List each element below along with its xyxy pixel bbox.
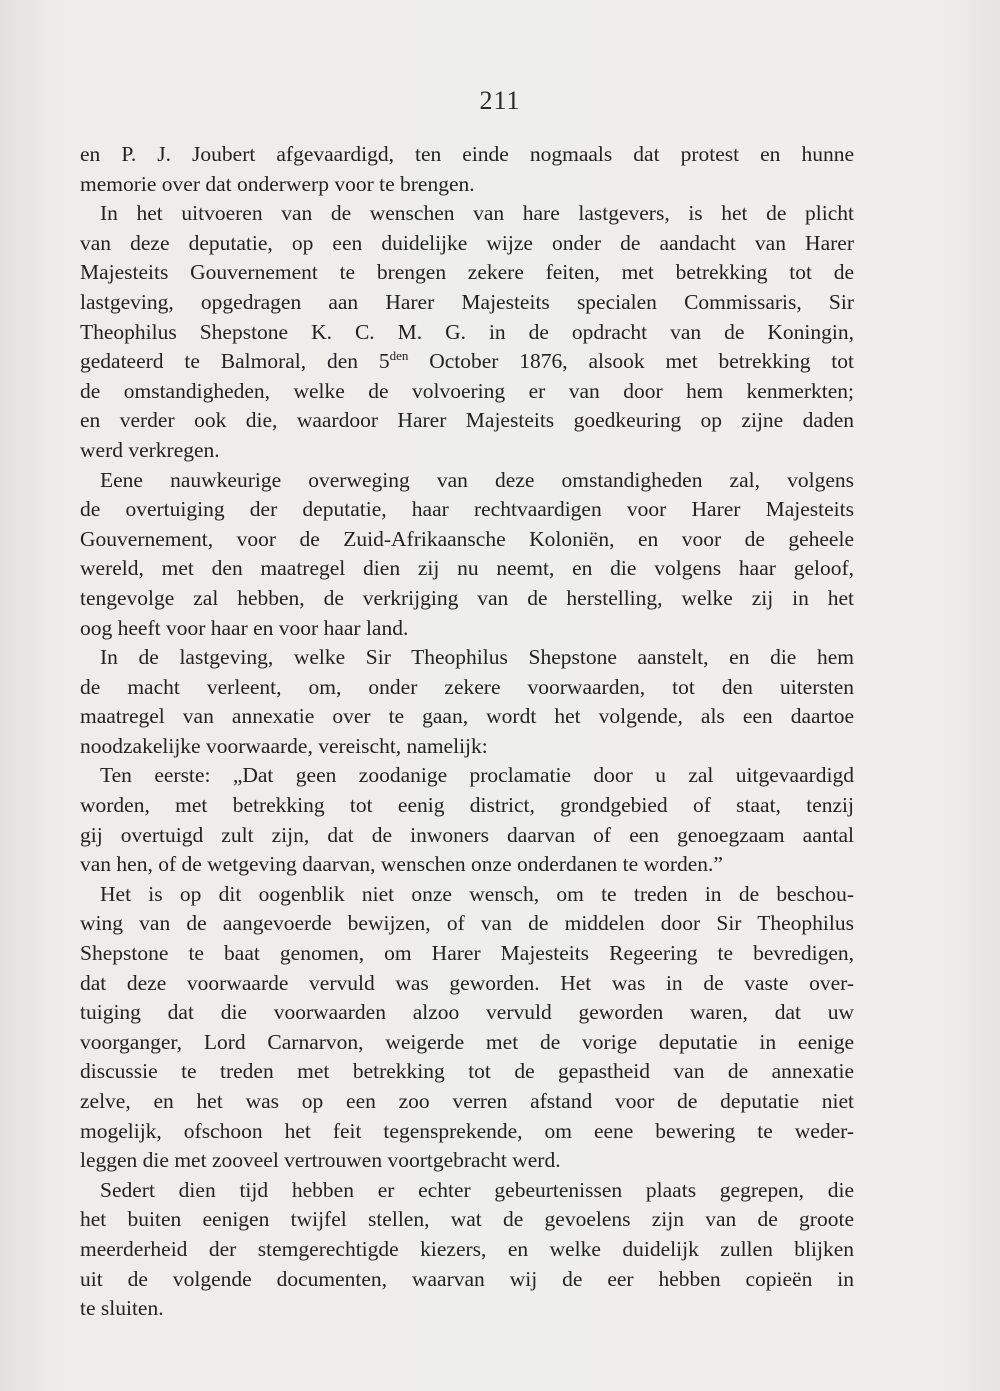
- paragraph: [80, 199, 854, 465]
- text-line: uit de volgende documenten, waarvan wij de eer hebben copieën in: [80, 1266, 854, 1291]
- text-line: te sluiten.: [80, 1296, 164, 1321]
- text-line: discussie te treden met betrekking tot de gepastheid van de annexatie: [80, 1059, 854, 1084]
- text-line: de macht verleent, om, onder zekere voorwaarden, tot den uitersten: [80, 674, 854, 699]
- text-line: Majesteits Gouvernement te brengen zekere feiten, met betrekking tot de: [80, 260, 854, 285]
- paragraph: [80, 643, 854, 761]
- page-number: 211: [479, 86, 521, 115]
- text-line: meerderheid der stemgerechtigde kiezers, en welke duidelijk zullen blijken: [80, 1236, 854, 1261]
- text-line: wereld, met den maatregel dien zij nu neemt, en die volgens haar geloof,: [80, 556, 854, 581]
- paragraph: [80, 140, 854, 199]
- text-line: lastgeving, opgedragen aan Harer Majesteits specialen Commissaris, Sir: [80, 289, 854, 314]
- text-line: maatregel van annexatie over te gaan, wordt het volgende, als een daartoe: [80, 704, 854, 729]
- paragraph: [80, 880, 854, 1176]
- paragraph: [80, 761, 854, 879]
- text-line: leggen die met zooveel vertrouwen voortgebracht werd.: [80, 1148, 561, 1173]
- text-line: dat deze voorwaarde vervuld was geworden. Het was in de vaste over-: [80, 970, 854, 995]
- text-line: gij overtuigd zult zijn, dat de inwoners daarvan of een genoegzaam aantal: [80, 822, 854, 847]
- text-line: noodzakelijke voorwaarde, vereischt, namelijk:: [80, 733, 488, 758]
- text-line: oog heeft voor haar en voor haar land.: [80, 615, 409, 640]
- text-line: de omstandigheden, welke de volvoering er van door hem kenmerkten;: [80, 378, 854, 403]
- text-line: tengevolge zal hebben, de verkrijging van de herstelling, welke zij in het: [80, 585, 854, 610]
- text-line: werd verkregen.: [80, 437, 220, 462]
- text-line: Sedert dien tijd hebben er echter gebeurtenissen plaats gegrepen, die: [100, 1177, 854, 1202]
- text-line: mogelijk, ofschoon het feit tegensprekende, om eene bewering te weder-: [80, 1118, 854, 1143]
- text-line: van deze deputatie, op een duidelijke wijze onder de aandacht van Harer: [80, 230, 854, 255]
- text-line: en verder ook die, waardoor Harer Majesteits goedkeuring op zijne daden: [80, 408, 854, 433]
- text-line: worden, met betrekking tot eenig district, grondgebied of staat, tenzij: [80, 793, 854, 818]
- paragraph: [80, 466, 854, 644]
- body-text: [80, 140, 854, 1324]
- text-line: Het is op dit oogenblik niet onze wensch, om te treden in de beschou-: [100, 881, 854, 906]
- text-line: In de lastgeving, welke Sir Theophilus Shepstone aanstelt, en die hem: [100, 645, 854, 670]
- paragraph: [80, 1176, 854, 1324]
- text-line: van hen, of de wetgeving daarvan, wenschen onze onderdanen te worden.”: [80, 852, 723, 877]
- text-line: voorganger, Lord Carnarvon, weigerde met de vorige deputatie in eenige: [80, 1029, 854, 1054]
- text-line: Shepstone te baat genomen, om Harer Majesteits Regeering te bevredigen,: [80, 941, 854, 966]
- text-line: Ten eerste: „Dat geen zoodanige proclamatie door u zal uitgevaardigd: [100, 763, 854, 788]
- text-line: de overtuiging der deputatie, haar rechtvaardigen voor Harer Majesteits: [80, 497, 854, 522]
- text-line: het buiten eenigen twijfel stellen, wat de gevoelens zijn van de groote: [80, 1207, 854, 1232]
- text-line: gedateerd te Balmoral, den $5^{den}$ October 1876, alsook met betrekking tot: [80, 348, 854, 374]
- text-line: zelve, en het was op een zoo verren afstand voor de deputatie niet: [80, 1089, 854, 1113]
- text-line: tuiging dat die voorwaarden alzoo vervuld geworden waren, dat uw: [80, 1000, 854, 1025]
- text-line: Eene nauwkeurige overweging van deze omstandigheden zal, volgens: [100, 467, 854, 492]
- text-line: In het uitvoeren van de wenschen van hare lastgevers, is het de plicht: [100, 201, 854, 226]
- text-line: Theophilus Shepstone K. C. M. G. in de opdracht van de Koningin,: [80, 319, 854, 344]
- text-line: en P. J. Joubert afgevaardigd, ten einde nogmaals dat protest en hunne: [80, 142, 854, 166]
- text-line: wing van de aangevoerde bewijzen, of van de middelen door Sir Theophilus: [80, 911, 854, 936]
- text-line: Gouvernement, voor de Zuid-Afrikaansche Koloniën, en voor de geheele: [80, 526, 854, 551]
- text-line: memorie over dat onderwerp voor te brengen.: [80, 171, 475, 196]
